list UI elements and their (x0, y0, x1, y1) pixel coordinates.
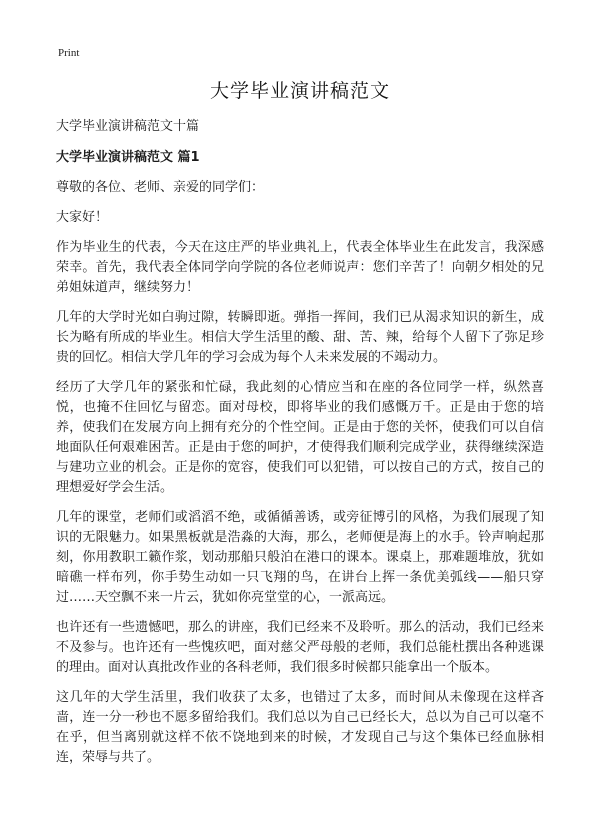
document-subtitle: 大学毕业演讲稿范文十篇 (56, 119, 200, 134)
paragraph-body: 作为毕业生的代表，今天在这庄严的毕业典礼上，代表全体毕业生在此发言，我深感荣幸。首先，我代表全体同学向学院的各位老师说声：您们辛苦了！向朝夕相处的兄弟姐妹道声，继续努力！ (56, 240, 544, 295)
document-title: 大学毕业演讲稿范文 (209, 80, 390, 102)
paragraph-body: 这几年的大学生活里，我们收获了太多，也错过了太多，而时间从未像现在这样吝啬，连一分一秒也不愿多留给我们。我们总以为自己已经长大，总以为自己可以毫不在乎，但当离别就这样不依不饶地到来的时候，才发现自己与这个集体已经血脉相连，荣辱与共了。 (56, 690, 544, 765)
paragraph-salutation: 尊敬的各位、老师、亲爱的同学们： (56, 180, 265, 195)
paragraph-body: 经历了大学几年的紧张和忙碌，我此刻的心情应当和在座的各位同学一样，纵然喜悦，也掩不住回忆与留恋。面对母校，即将毕业的我们感慨万千。正是由于您的培养，使我们在发展方向上拥有充分的个性空间。正是由于您的关怀，使我们可以自信地面队任何艰难困苦。正是由于您的呵护，才使得我们顺利完成学业，获得继续深造与建功立业的机会。正是你的宽容，使我们可以犯错，可以按自己的方式，按自己的理想爱好学会生活。 (56, 380, 544, 495)
paragraph-body: 也许还有一些遗憾吧，那么的讲座，我们已经来不及聆听。那么的活动，我们已经来不及参与。也许还有一些愧疚吧，面对慈父严母般的老师，我们总能杜撰出各种逃课的理由。面对认真批改作业的各科老师，我们很多时候都只能拿出一个版本。 (56, 620, 544, 675)
print-label[interactable]: Print (58, 47, 80, 59)
section-heading: 大学毕业演讲稿范文 篇1 (56, 150, 200, 165)
paragraph-greeting: 大家好！ (56, 210, 109, 225)
paragraph-body: 几年的课堂，老师们或滔滔不绝，或循循善诱，或旁征博引的风格，为我们展现了知识的无限魅力。如果黑板就是浩淼的大海，那么，老师便是海上的水手。铃声响起那刻，你用教职工籁作浆，划动那船只般泊在港口的课本。课桌上，那难题堆放，犹如暗礁一样布列，你手势生动如一只飞翔的鸟，在讲台上挥一条优美弧线——船只穿过……天空飘不来一片云，犹如你亮堂堂的心，一派高远。 (56, 510, 544, 605)
paragraph-body: 几年的大学时光如白驹过隙，转瞬即逝。弹指一挥间，我们已从渴求知识的新生，成长为略有所成的毕业生。相信大学生活里的酸、甜、苦、辣，给每个人留下了弥足珍贵的回忆。相信大学几年的学习会成为每个人未来发展的不竭动力。 (56, 310, 544, 365)
